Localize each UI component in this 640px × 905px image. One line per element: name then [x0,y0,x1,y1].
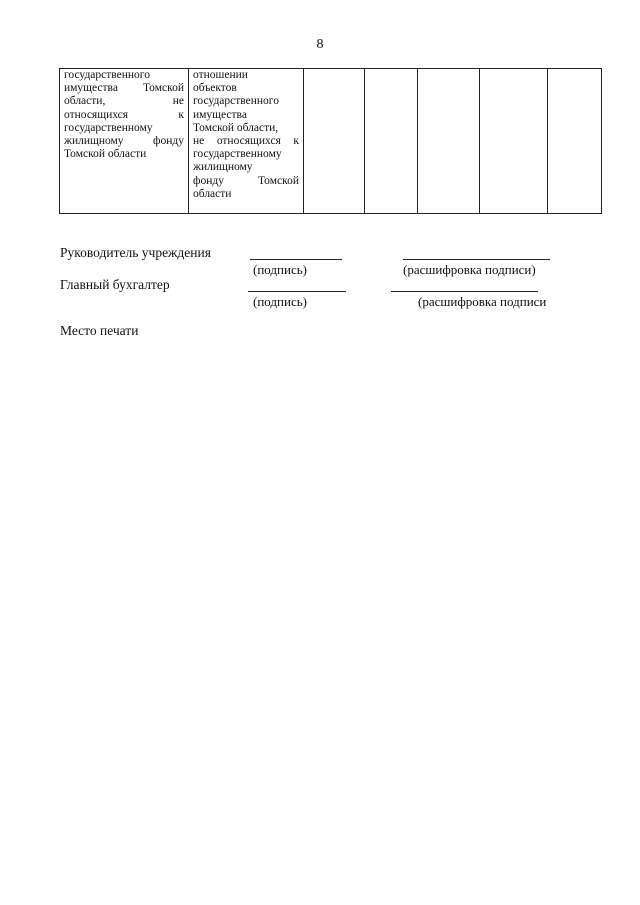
head-signature-caption: (подпись) [253,262,307,277]
cell-line: отношении [193,69,248,81]
cell-line: государственного [193,95,279,108]
cell-line: государственного [64,69,150,81]
cell-line: Томской области [64,148,147,161]
table-cell-object-description [60,69,189,214]
cell-line: фонду Томской [193,174,299,187]
table-row [60,69,602,214]
accountant-label: Главный бухгалтер [60,277,170,292]
cell-line: жилищному [193,161,253,174]
cell-line: жилищному фонду [64,135,184,148]
table-cell-empty [304,69,365,214]
table-cell-empty [480,69,548,214]
accountant-signature-caption: (подпись) [253,294,307,309]
cell-line: государственному [193,148,282,161]
accountant-signature-line [248,291,346,292]
data-table [59,68,602,214]
accountant-decoding-line [391,291,538,292]
cell-line: объектов [193,82,237,95]
head-signature-line [250,259,342,260]
table-cell-empty [418,69,480,214]
page-number: 8 [316,37,324,52]
table-cell-empty [365,69,418,214]
head-decoding-line [403,259,550,260]
cell-line: относящихся к [64,108,184,121]
cell-line: имущества Томской [64,82,184,95]
table-cell-empty [548,69,602,214]
table-cell-relation-description [189,69,304,214]
cell-line: области, не [64,95,184,108]
stamp-place-label: Место печати [60,323,139,338]
cell-line: имущества [193,108,247,121]
accountant-decoding-caption: (расшифровка подписи [418,294,547,309]
cell-line: области [193,187,232,200]
head-label: Руководитель учреждения [60,245,211,260]
head-decoding-caption: (расшифровка подписи) [403,262,536,277]
cell-line: Томской области, [193,121,279,134]
cell-line: не относящихся к [193,135,299,148]
cell-line: государственному [64,121,153,134]
